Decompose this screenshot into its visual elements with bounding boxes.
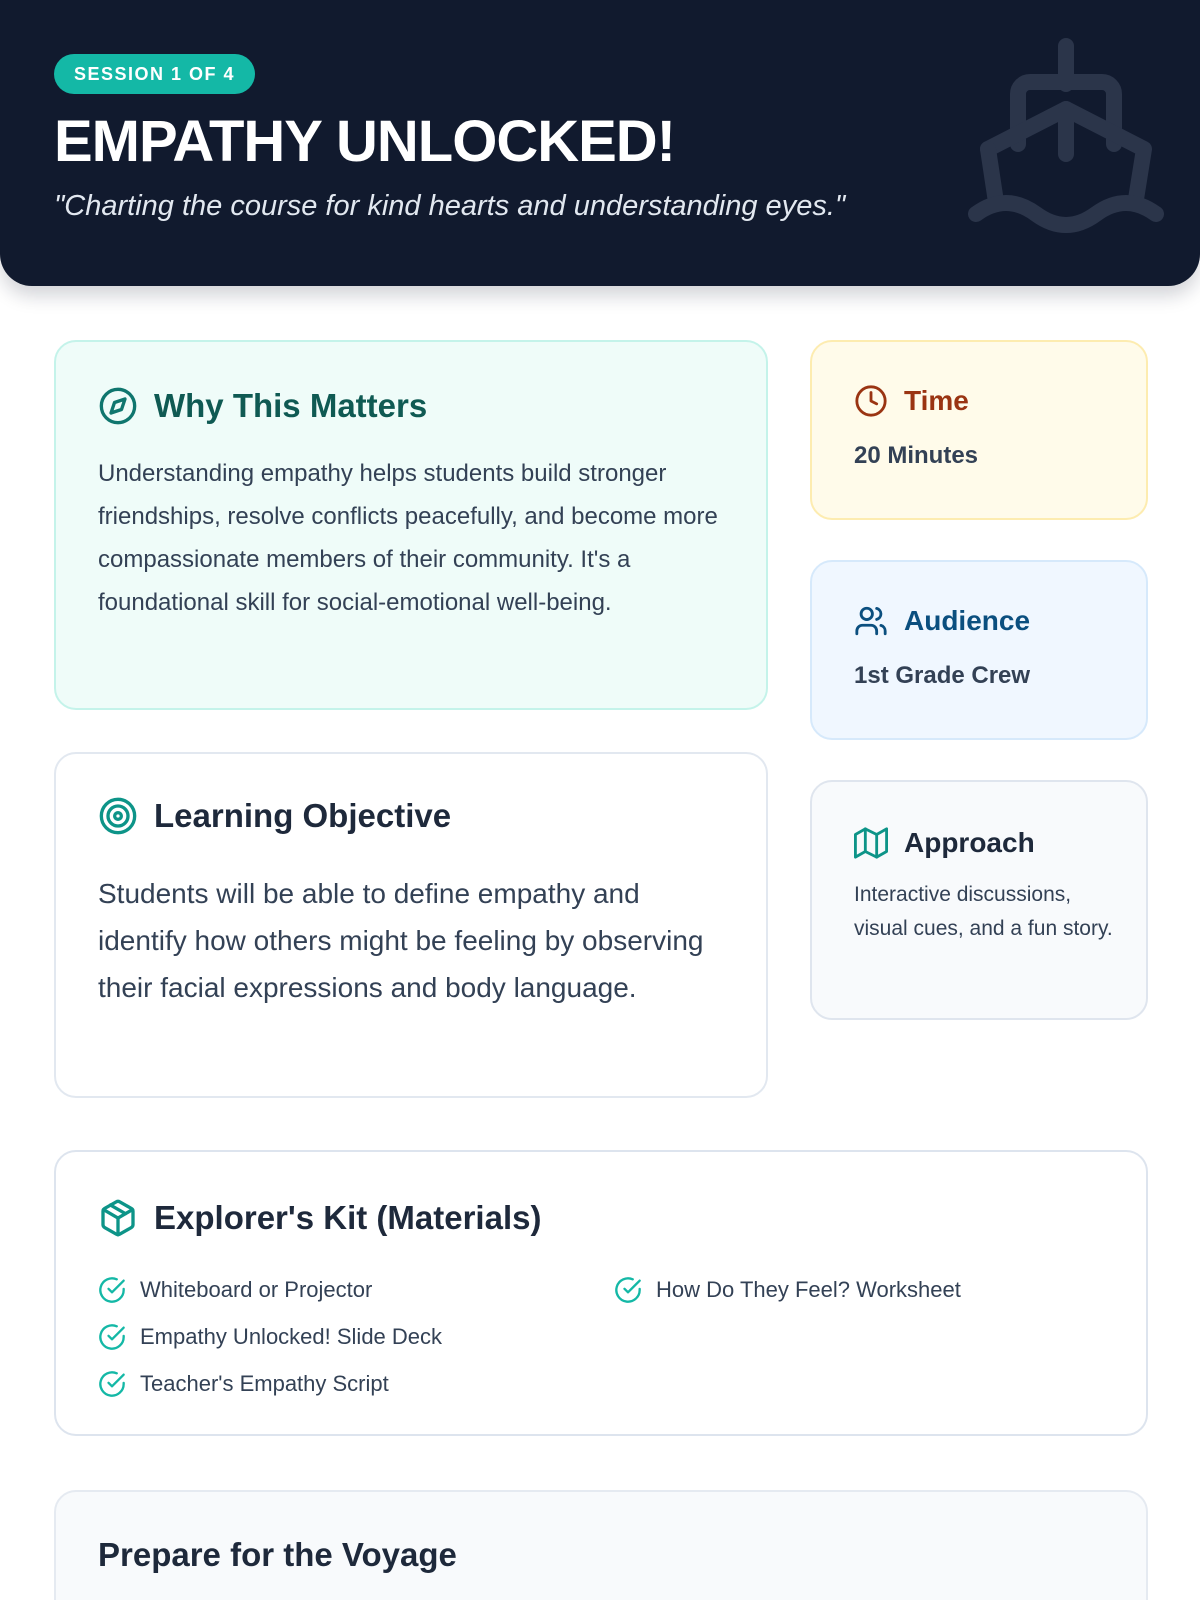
learning-objective-text: Students will be able to define empathy and identify how others might be feeling by observing their facial expressions and body language. xyxy=(98,878,704,1003)
compass-icon xyxy=(98,386,138,426)
material-label: Teacher's Empathy Script xyxy=(140,1370,389,1396)
map-icon xyxy=(854,826,888,860)
why-this-matters-card xyxy=(54,340,768,710)
learning-objective-title: Learning Objective xyxy=(154,797,452,834)
approach-value: Interactive discussions, visual cues, and a fun story. xyxy=(854,883,1113,940)
why-this-matters-heading xyxy=(98,386,427,426)
materials-list-right xyxy=(614,1266,961,1313)
learning-objective-card xyxy=(54,752,768,1098)
prepare-title: Prepare for the Voyage xyxy=(98,1536,457,1573)
list-item xyxy=(614,1266,961,1313)
page-title: EMPATHY UNLOCKED! xyxy=(54,109,675,174)
why-this-matters-text: Understanding empathy helps students build stronger friendships, resolve conflicts peacefully, and become more compassionate members of their community. It's a foundational skill for social-emotional well-being. xyxy=(98,460,718,616)
time-label: Time xyxy=(904,385,969,416)
material-label: Empathy Unlocked! Slide Deck xyxy=(140,1323,443,1349)
clock-icon xyxy=(854,384,888,418)
audience-value: 1st Grade Crew xyxy=(854,662,1031,689)
users-icon xyxy=(854,604,888,638)
approach-card xyxy=(810,780,1148,1020)
session-badge: SESSION 1 OF 4 xyxy=(54,54,255,94)
time-heading xyxy=(854,384,969,418)
list-item xyxy=(98,1313,442,1360)
page-header xyxy=(0,0,1200,286)
prepare-card xyxy=(54,1490,1148,1600)
material-label: Whiteboard or Projector xyxy=(140,1276,373,1302)
learning-objective-heading xyxy=(98,796,451,836)
list-item xyxy=(98,1266,442,1313)
audience-card xyxy=(810,560,1148,740)
materials-list-left xyxy=(98,1266,442,1407)
time-value: 20 Minutes xyxy=(854,442,979,469)
list-item xyxy=(98,1360,442,1407)
check-circle-icon xyxy=(98,1370,126,1398)
materials-card xyxy=(54,1150,1148,1436)
check-circle-icon xyxy=(98,1276,126,1304)
prepare-heading xyxy=(98,1536,457,1574)
approach-label: Approach xyxy=(904,827,1035,858)
why-this-matters-title: Why This Matters xyxy=(154,387,428,424)
target-icon xyxy=(98,796,138,836)
audience-heading xyxy=(854,604,1030,638)
time-card xyxy=(810,340,1148,520)
material-label: How Do They Feel? Worksheet xyxy=(656,1276,961,1302)
check-circle-icon xyxy=(614,1276,642,1304)
page-tagline: "Charting the course for kind hearts and understanding eyes." xyxy=(54,190,846,222)
materials-title: Explorer's Kit (Materials) xyxy=(154,1199,542,1236)
materials-heading xyxy=(98,1198,541,1238)
audience-label: Audience xyxy=(904,605,1031,636)
ship-icon xyxy=(966,34,1166,234)
approach-heading xyxy=(854,826,1035,860)
package-icon xyxy=(98,1198,138,1238)
check-circle-icon xyxy=(98,1323,126,1351)
